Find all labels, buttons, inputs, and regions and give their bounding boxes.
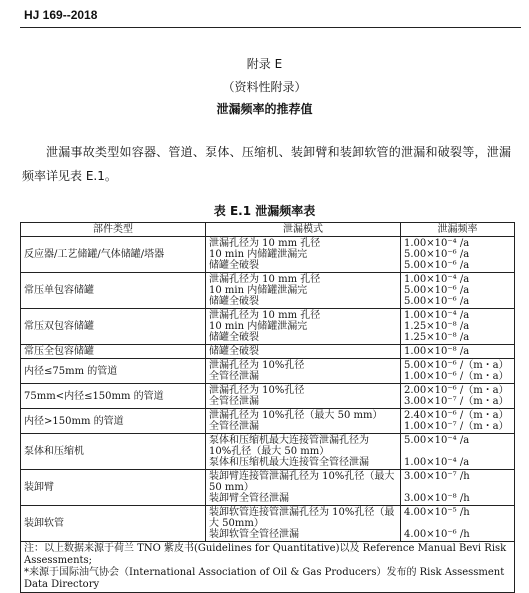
component-type-cell: 内径≤75mm 的管道 xyxy=(21,359,206,384)
component-type-cell: 反应器/工艺储罐/气体储罐/塔器 xyxy=(21,237,206,273)
header-leak-frequency: 泄漏频率 xyxy=(401,223,515,237)
leak-mode-line: 泵体和压缩机最大连接管泄漏孔径为 xyxy=(209,435,369,446)
leak-mode-line: 10 min 内储罐泄漏完 xyxy=(209,285,308,296)
leak-mode-line: 10%孔径（最大 50 mm） xyxy=(209,446,330,457)
leak-mode-line: 泄漏孔径为 10 mm 孔径 xyxy=(209,238,321,249)
leak-frequency-line xyxy=(404,446,511,457)
leak-mode-cell xyxy=(206,359,401,384)
leak-frequency-line: 1.00×10⁻⁴ /a xyxy=(404,310,470,321)
leak-frequency-table xyxy=(20,222,515,593)
table-row xyxy=(21,309,515,345)
leak-mode-line: 储罐全破裂 xyxy=(209,296,259,307)
leak-mode-line: 装卸臂全管径泄漏 xyxy=(209,493,289,504)
leak-mode-line: 泄漏孔径为 10%孔径 xyxy=(209,360,305,371)
component-type-cell: 内径>150mm 的管道 xyxy=(21,409,206,434)
component-type-cell: 常压全包容储罐 xyxy=(21,345,206,359)
leak-frequency-line: 5.00×10⁻⁶ /（m・a） xyxy=(404,360,509,371)
leak-frequency-line: 5.00×10⁻⁴ /a xyxy=(404,435,470,446)
leak-mode-line: 装卸软管连接管泄漏孔径为 10%孔径（最 xyxy=(209,507,395,518)
leak-frequency-line: 5.00×10⁻⁶ /a xyxy=(404,285,470,296)
leak-mode-cell xyxy=(206,273,401,309)
leak-mode-line: 储罐全破裂 xyxy=(209,260,259,271)
table-row xyxy=(21,434,515,470)
leak-mode-line: 装卸臂连接管泄漏孔径为 10%孔径（最大 xyxy=(209,471,395,482)
leak-mode-line: 全管径泄漏 xyxy=(209,396,259,407)
leak-mode-line: 泄漏孔径为 10%孔径 xyxy=(209,385,305,396)
leak-frequency-line: 1.00×10⁻⁸ /a xyxy=(404,346,470,357)
leak-frequency-cell xyxy=(401,237,515,273)
leak-frequency-cell xyxy=(401,384,515,409)
appendix-subject: 泄漏频率的推荐值 xyxy=(216,102,313,116)
leak-frequency-line: 3.00×10⁻⁸ /h xyxy=(404,493,470,504)
appendix-type: （资料性附录） xyxy=(222,80,307,94)
table-caption: 表 E.1 泄漏频率表 xyxy=(213,204,316,218)
leak-frequency-line: 2.40×10⁻⁶ /（m・a） xyxy=(404,410,509,421)
table-header-row xyxy=(21,223,515,237)
leak-frequency-line: 1.00×10⁻⁴ /a xyxy=(404,274,470,285)
leak-frequency-cell xyxy=(401,470,515,506)
leak-mode-line: 大 50mm） xyxy=(209,518,264,529)
leak-mode-cell xyxy=(206,309,401,345)
component-type-cell: 常压双包容储罐 xyxy=(21,309,206,345)
leak-frequency-line xyxy=(404,518,511,529)
leak-mode-cell xyxy=(206,384,401,409)
standard-code: HJ 169--2018 xyxy=(24,8,98,22)
table-row xyxy=(21,409,515,434)
leak-mode-line: 装卸软管全管径泄漏 xyxy=(209,529,299,540)
leak-mode-cell xyxy=(206,409,401,434)
leak-mode-line: 泄漏孔径为 10 mm 孔径 xyxy=(209,310,321,321)
leak-mode-line: 储罐全破裂 xyxy=(209,332,259,343)
leak-mode-cell xyxy=(206,470,401,506)
component-type-cell: 常压单包容储罐 xyxy=(21,273,206,309)
appendix-title: 附录 E xyxy=(246,57,283,71)
leak-mode-line: 全管径泄漏 xyxy=(209,371,259,382)
leak-frequency-line: 5.00×10⁻⁶ /a xyxy=(404,249,470,260)
header-rule xyxy=(20,27,521,28)
leak-mode-line: 10 min 内储罐泄漏完 xyxy=(209,249,308,260)
table-note xyxy=(21,542,515,593)
component-type-cell: 装卸软管 xyxy=(21,506,206,542)
leak-frequency-line: 5.00×10⁻⁶ /a xyxy=(404,260,470,271)
leak-frequency-cell xyxy=(401,506,515,542)
leak-frequency-cell xyxy=(401,345,515,359)
note-line-2: *来源于国际油气协会（International Association of Oil & Gas Producers）发布的 Risk Assessment Data Directory xyxy=(24,567,505,590)
component-type-cell: 泵体和压缩机 xyxy=(21,434,206,470)
leak-frequency-line: 1.25×10⁻⁸ /a xyxy=(404,332,470,343)
leak-mode-line: 泄漏孔径为 10%孔径（最大 50 mm） xyxy=(209,410,383,421)
leak-mode-line: 泵体和压缩机最大连接管全管径泄漏 xyxy=(209,457,369,468)
leak-frequency-line: 5.00×10⁻⁶ /a xyxy=(404,296,470,307)
leak-mode-line: 泄漏孔径为 10 mm 孔径 xyxy=(209,274,321,285)
table-row xyxy=(21,470,515,506)
leak-frequency-cell xyxy=(401,359,515,384)
leak-frequency-line: 4.00×10⁻⁶ /h xyxy=(404,529,470,540)
table-row xyxy=(21,359,515,384)
leak-frequency-line: 3.00×10⁻⁷ /h xyxy=(404,471,470,482)
leak-frequency-line: 2.00×10⁻⁶ /（m・a） xyxy=(404,385,509,396)
table-row xyxy=(21,506,515,542)
leak-frequency-cell xyxy=(401,309,515,345)
leak-mode-cell xyxy=(206,237,401,273)
header-leak-mode: 泄漏模式 xyxy=(206,223,401,237)
leak-mode-line: 50 mm） xyxy=(209,482,254,493)
component-type-cell: 装卸臂 xyxy=(21,470,206,506)
leak-frequency-line: 1.00×10⁻⁶ /（m・a） xyxy=(404,371,509,382)
body-paragraph: 泄漏事故类型如容器、管道、泵体、压缩机、装卸臂和装卸软管的泄漏和破裂等，泄漏频率详见表 E.1。 xyxy=(22,145,511,183)
component-type-cell: 75mm<内径≤150mm 的管道 xyxy=(21,384,206,409)
leak-mode-line: 储罐全破裂 xyxy=(209,346,259,357)
leak-frequency-line: 1.00×10⁻⁷ /（m・a） xyxy=(404,421,509,432)
leak-frequency-cell xyxy=(401,434,515,470)
leak-frequency-line: 1.25×10⁻⁸ /a xyxy=(404,321,470,332)
leak-mode-cell xyxy=(206,345,401,359)
leak-mode-cell xyxy=(206,506,401,542)
leak-frequency-cell xyxy=(401,409,515,434)
leak-frequency-line: 4.00×10⁻⁵ /h xyxy=(404,507,470,518)
table-row xyxy=(21,237,515,273)
note-line-1: 注：以上数据来源于荷兰 TNO 紫皮书(Guidelines for Quantitative)以及 Reference Manual Bevi Risk Assessments; xyxy=(24,543,507,566)
leak-frequency-line: 3.00×10⁻⁷ /（m・a） xyxy=(404,396,509,407)
leak-mode-cell xyxy=(206,434,401,470)
leak-mode-line: 全管径泄漏 xyxy=(209,421,259,432)
leak-frequency-cell xyxy=(401,273,515,309)
table-row xyxy=(21,345,515,359)
leak-frequency-line: 1.00×10⁻⁴ /a xyxy=(404,238,470,249)
leak-frequency-line: 1.00×10⁻⁴ /a xyxy=(404,457,470,468)
table-row xyxy=(21,273,515,309)
leak-frequency-line xyxy=(404,482,511,493)
table-row xyxy=(21,384,515,409)
table-note-row xyxy=(21,542,515,593)
header-component-type: 部件类型 xyxy=(21,223,206,237)
leak-mode-line: 10 min 内储罐泄漏完 xyxy=(209,321,308,332)
